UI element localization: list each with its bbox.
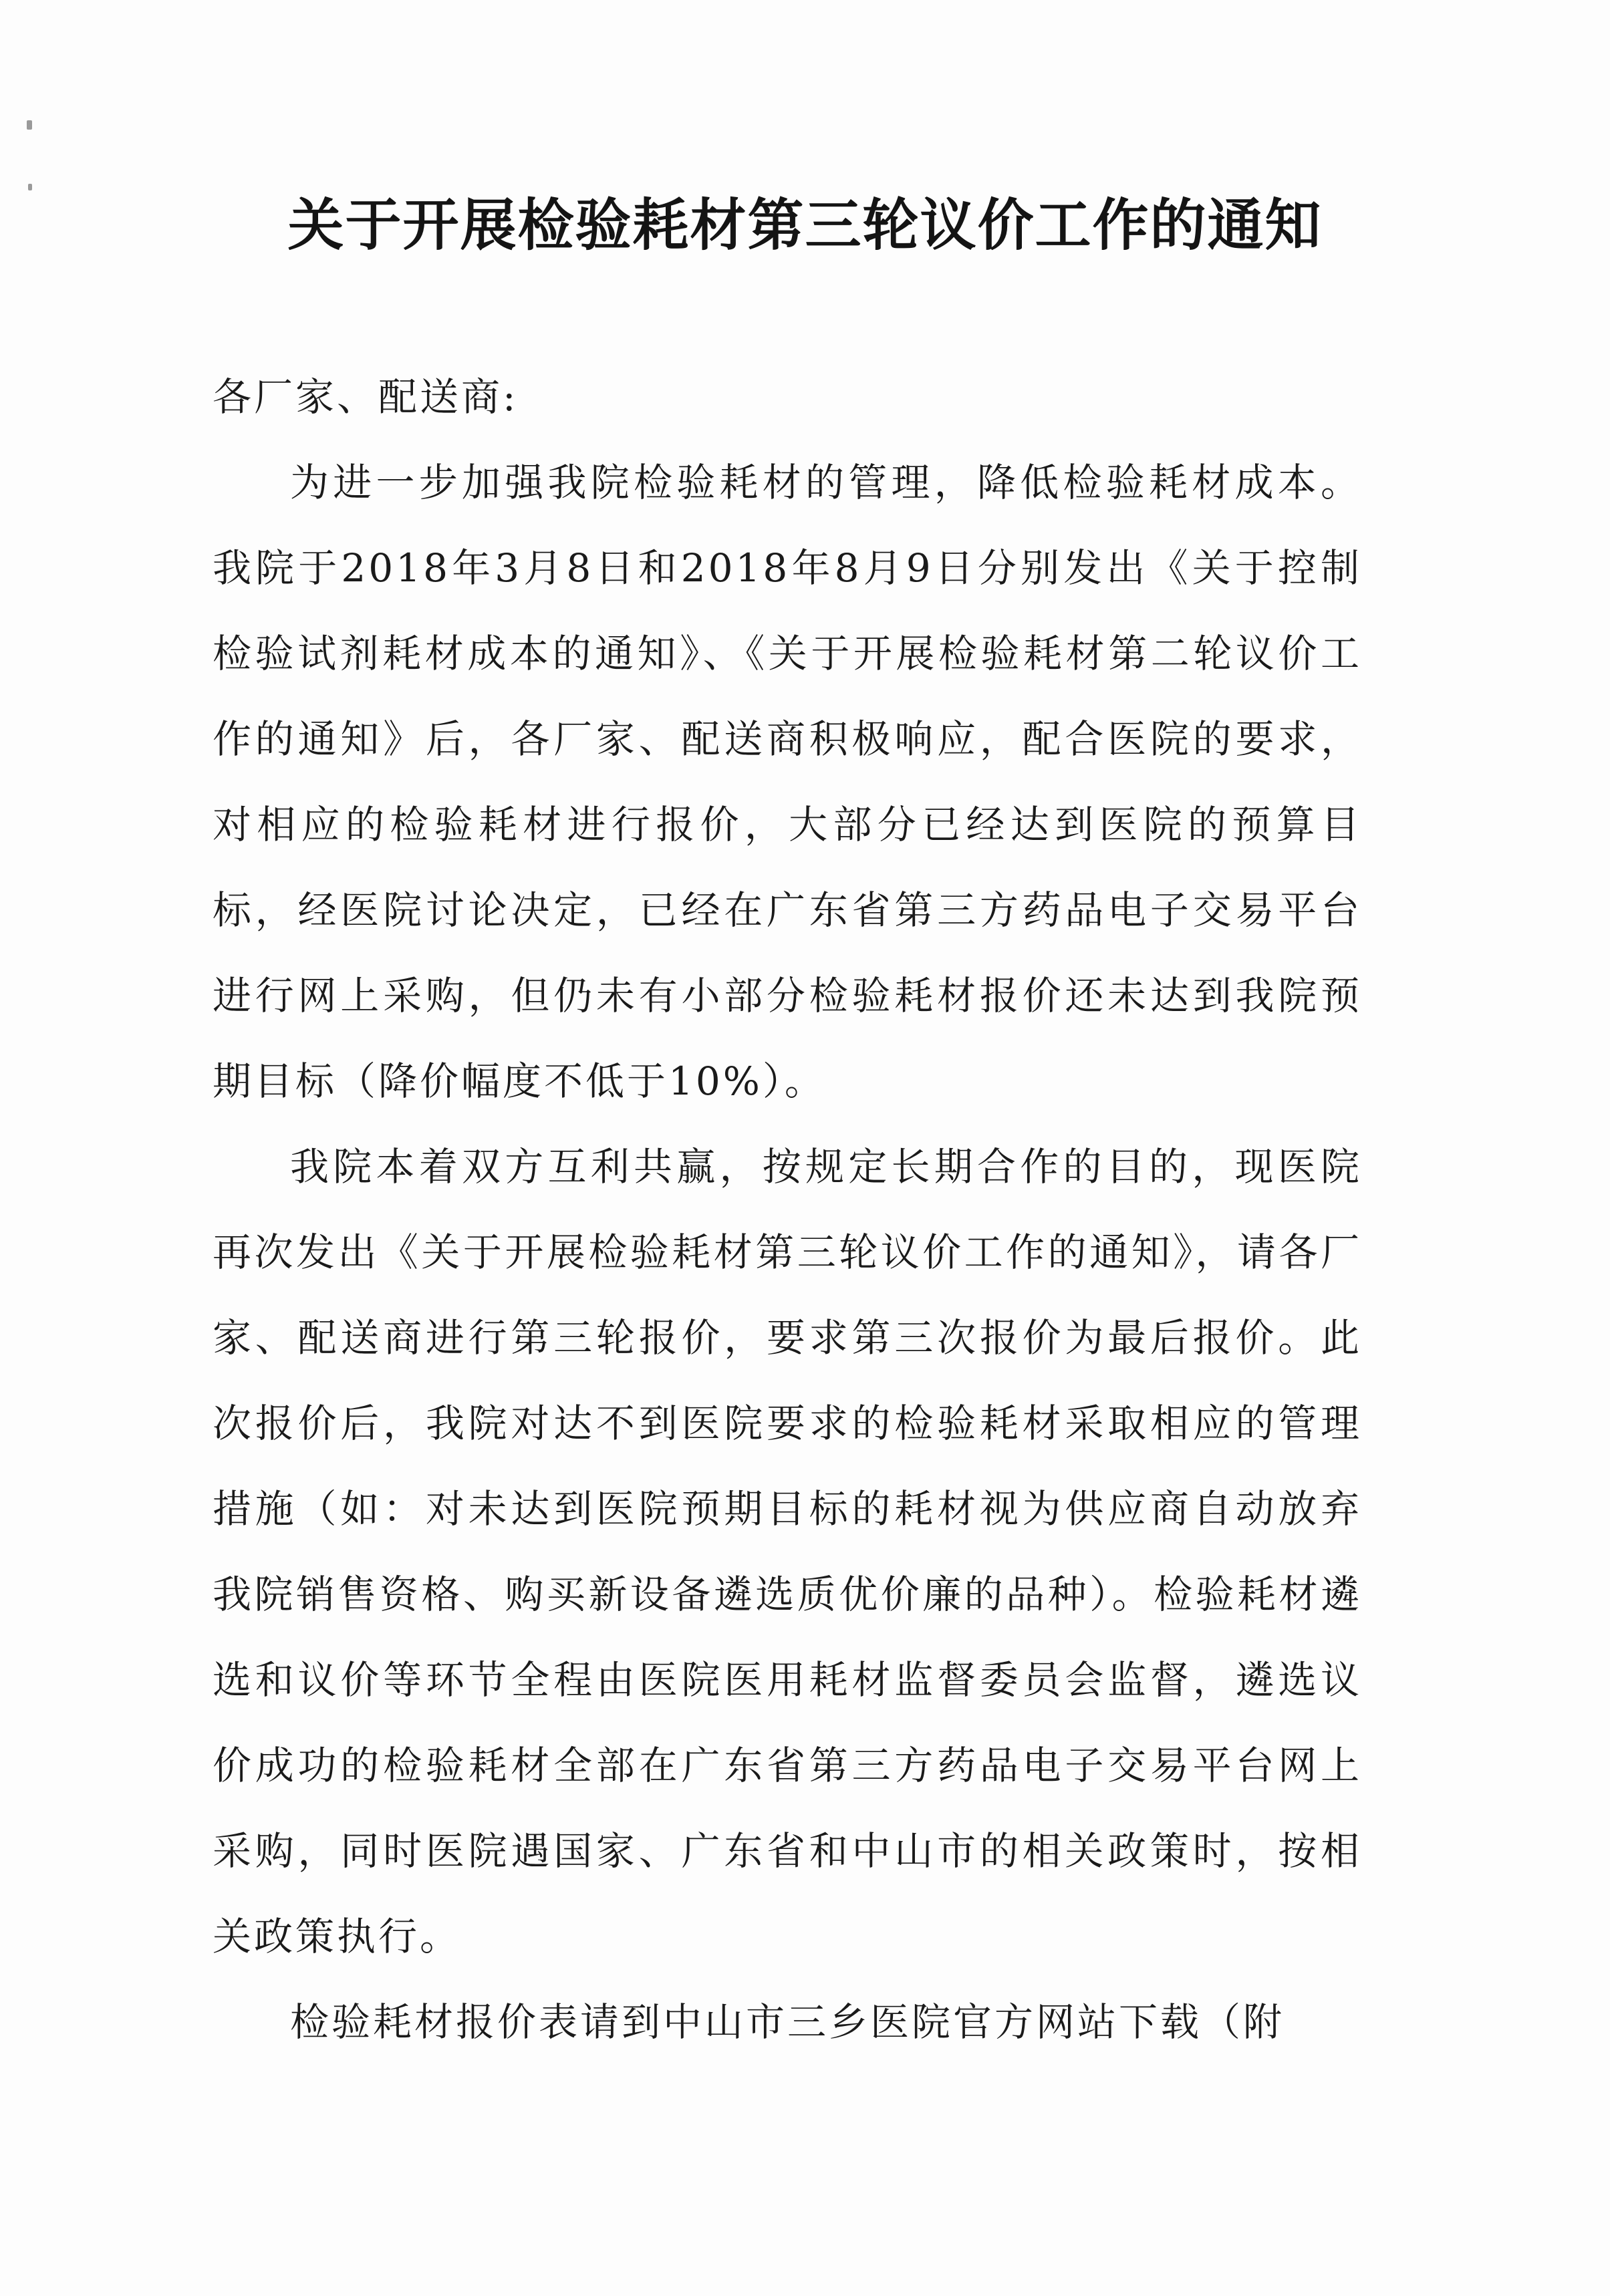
paragraph-3: 检验耗材报价表请到中山市三乡医院官方网站下载（附 (290, 1999, 1285, 2045)
document-title: 关于开展检验耗材第三轮议价工作的通知 (287, 192, 1323, 258)
paragraph-1: 为进一步加强我院检验耗材的管理，降低检验耗材成本。我院于2018年3月8日和2018年8月9日分别发出《关于控制检验试剂耗材成本的通知》、《关于开展检验耗材第二轮议价工作的通知》后，各厂家、配送商积极响应，配合医院的要求，对相应的检验耗材进行报价，大部分已经达到医院的预算目标，经医院讨论决定，已经在广东省第三方药品电子交易平台进行网上采购，但仍未有小部分检验耗材报价还未达到我院预期目标（降价幅度不低于10%）。 (213, 460, 1362, 1104)
scan-speck (27, 120, 32, 130)
salutation: 各厂家、配送商: (213, 374, 519, 420)
paragraph-2: 我院本着双方互利共赢，按规定长期合作的目的，现医院再次发出《关于开展检验耗材第三轮议价工作的通知》，请各厂家、配送商进行第三轮报价，要求第三次报价为最后报价。此次报价后，我院对达不到医院要求的检验耗材采取相应的管理措施（如：对未达到医院预期目标的耗材视为供应商自动放弃我院销售资格、购买新设备遴选质优价廉的品种）。检验耗材遴选和议价等环节全程由医院医用耗材监督委员会监督，遴选议价成功的检验耗材全部在广东省第三方药品电子交易平台网上采购，同时医院遇国家、广东省和中山市的相关政策时，按相关政策执行。 (213, 1144, 1362, 1959)
document-body (213, 354, 1362, 2065)
